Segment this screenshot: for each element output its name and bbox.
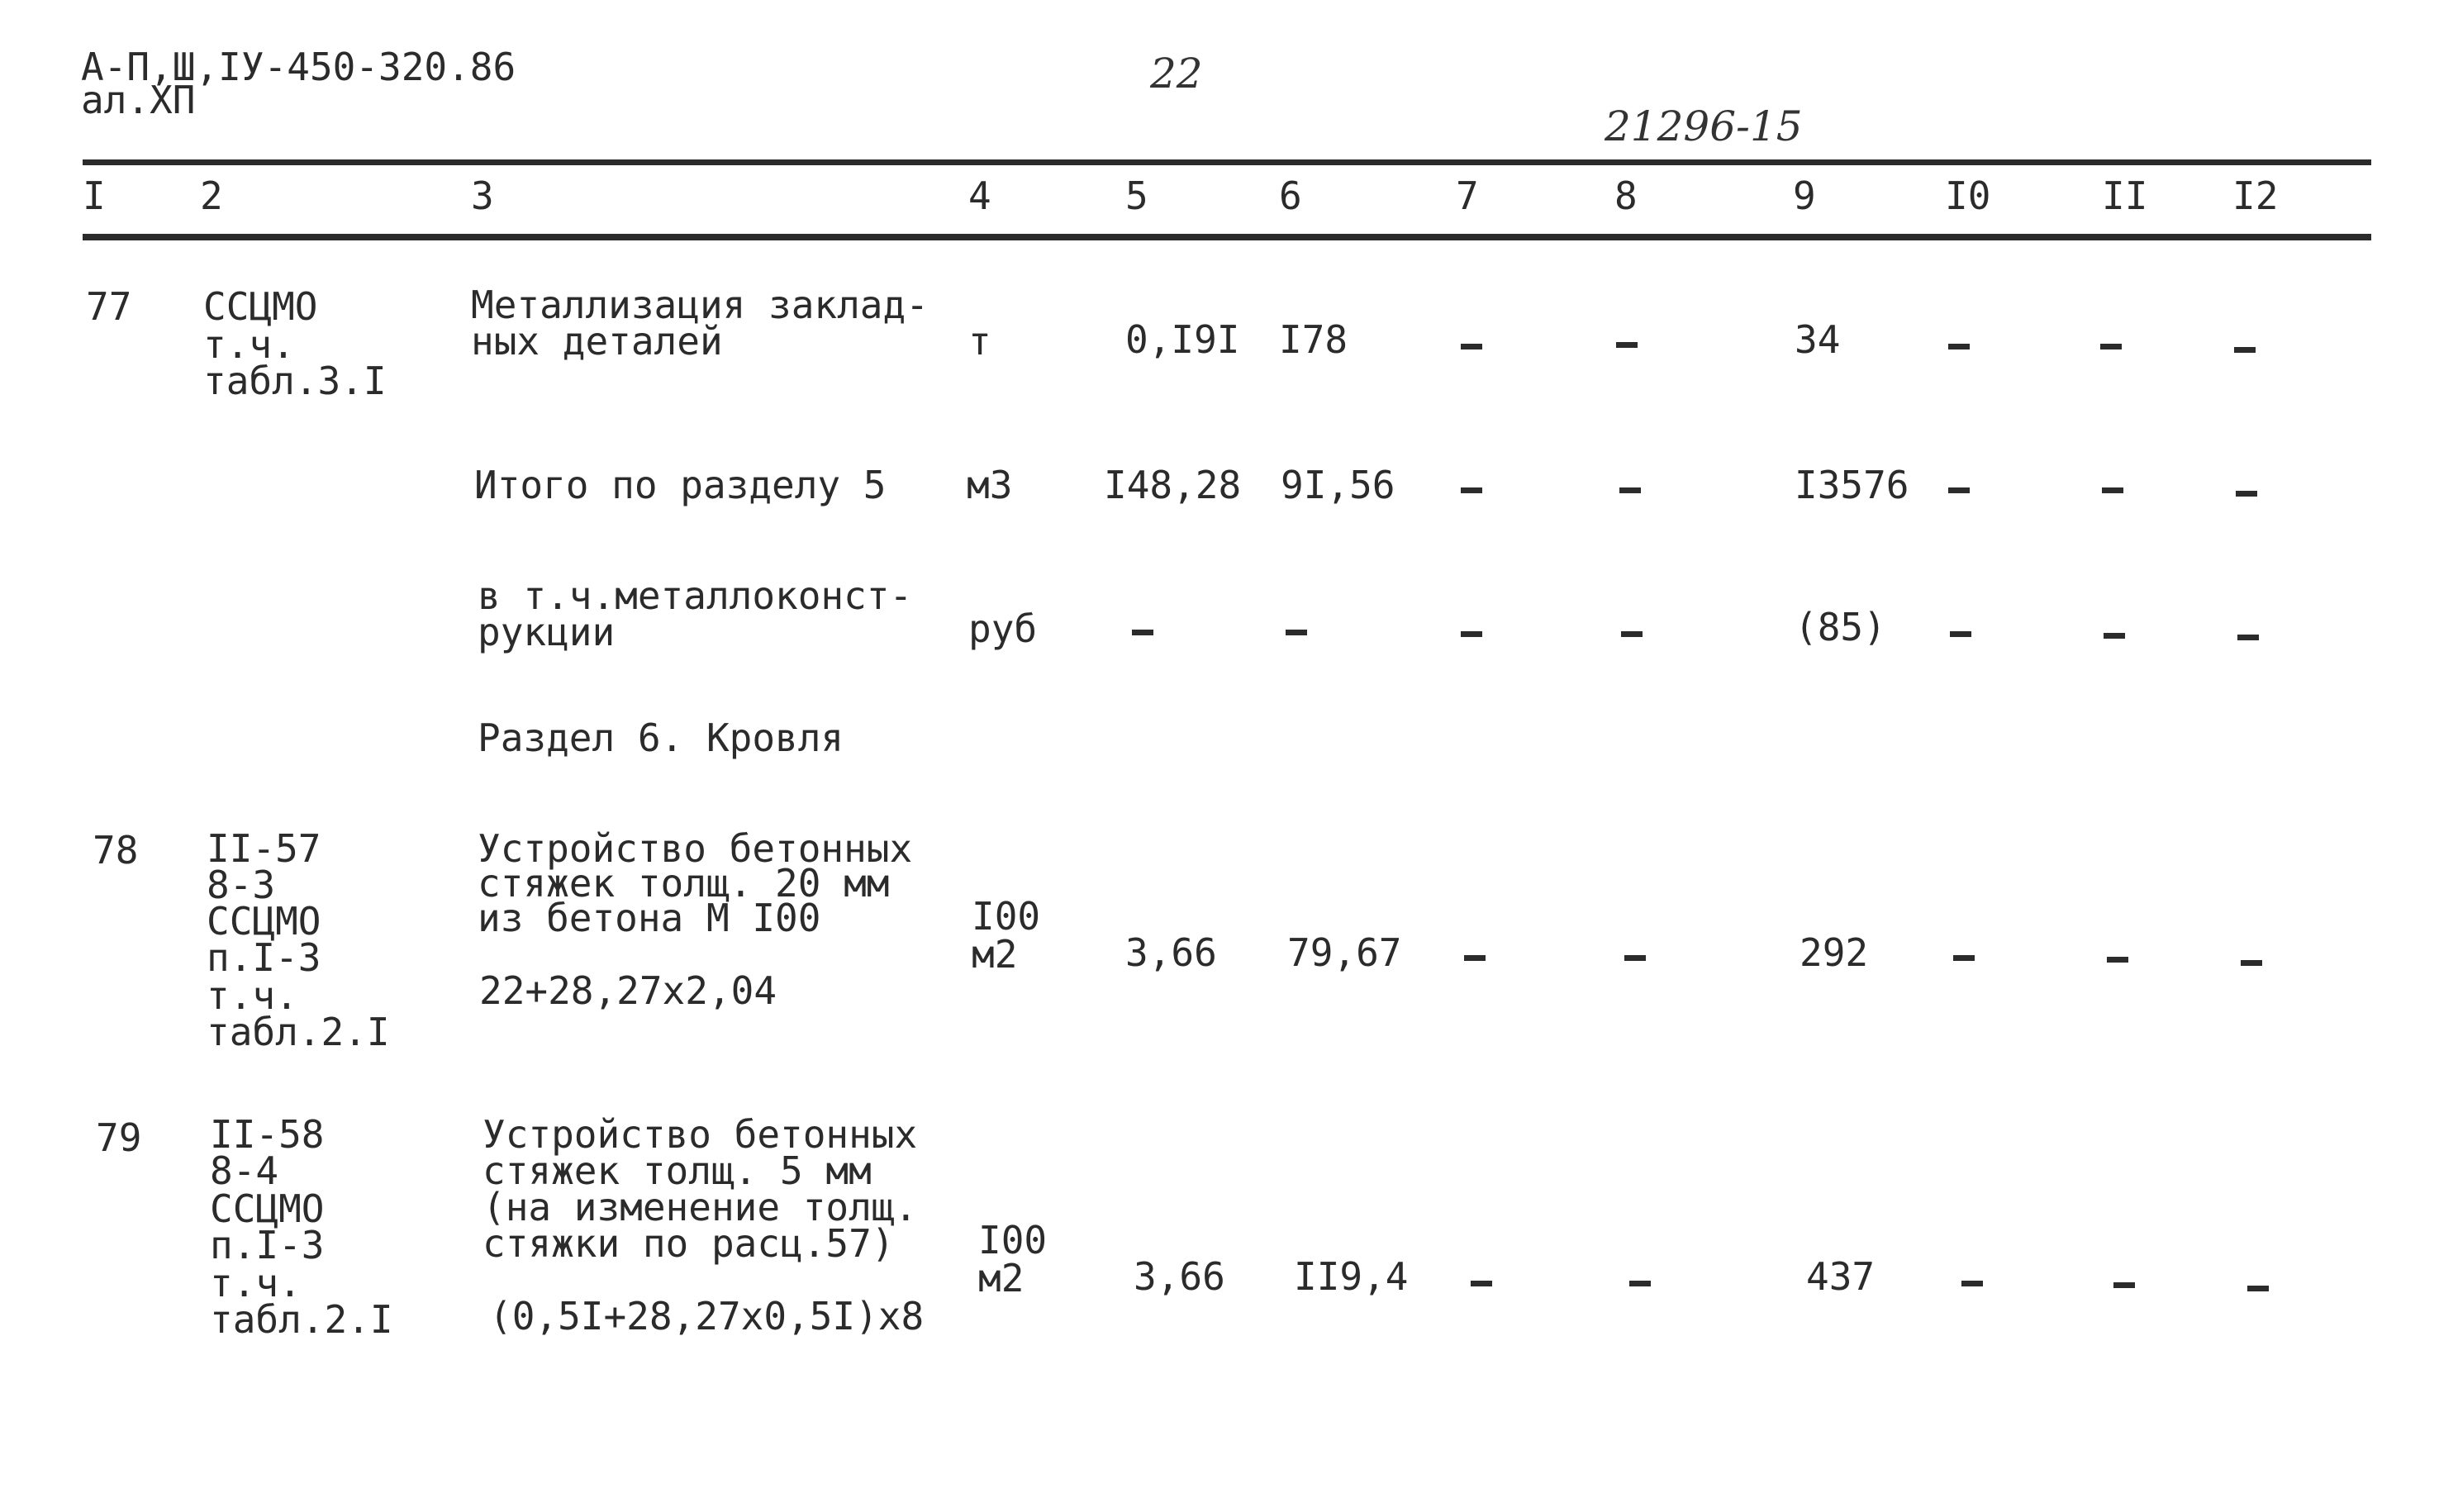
row-description: Металлизация заклад-: [471, 283, 929, 327]
dash-col8: [1616, 342, 1638, 348]
column-header-3: 3: [471, 174, 494, 218]
value-col6: I78: [1279, 317, 1348, 362]
row-reference: ССЦМО: [203, 284, 318, 329]
column-header-9: 9: [1793, 174, 1816, 218]
row-description: рукции: [478, 610, 616, 654]
unit-cell: м3: [967, 463, 1013, 507]
row-reference: табл.3.I: [203, 359, 387, 403]
value-col9: (85): [1795, 605, 1886, 649]
dash-col8: [1621, 631, 1643, 637]
row-description: Устройство бетонных: [483, 1112, 918, 1157]
dash-col6: [1286, 630, 1307, 635]
value-col5: I48,28: [1104, 463, 1242, 507]
dash-col11: [2100, 344, 2122, 349]
row-description: Устройство бетонных: [478, 826, 913, 871]
row-description: Итого по разделу 5: [474, 463, 887, 507]
dash-col10: [1950, 631, 1971, 637]
row-number: 77: [86, 284, 132, 329]
header-bottom-rule: [83, 234, 2371, 240]
unit-cell: т: [968, 319, 991, 364]
value-col6: 9I,56: [1281, 463, 1395, 507]
column-header-11: II: [2102, 174, 2148, 218]
value-col5: 0,I9I: [1125, 317, 1240, 362]
row-number: 79: [96, 1115, 142, 1160]
row-reference: т.ч.: [207, 973, 298, 1018]
dash-col7: [1461, 487, 1482, 493]
value-col6: 79,67: [1287, 930, 1402, 975]
dash-col12: [2237, 635, 2259, 640]
row-description: ных деталей: [471, 319, 723, 364]
row-reference: 8-4: [210, 1148, 279, 1193]
column-header-4: 4: [968, 174, 991, 218]
column-header-10: I0: [1945, 174, 1991, 218]
column-header-2: 2: [200, 174, 223, 218]
column-header-12: I2: [2232, 174, 2279, 218]
row-reference: II-58: [210, 1112, 325, 1157]
row-reference: 8-3: [207, 863, 276, 907]
row-reference: п.I-3: [207, 935, 321, 980]
row-description: (на изменение толщ.: [483, 1185, 918, 1229]
dash-col5: [1132, 630, 1153, 635]
column-header-5: 5: [1125, 174, 1148, 218]
value-col9: 292: [1800, 930, 1869, 975]
dash-col11: [2107, 957, 2128, 963]
value-col9: I3576: [1795, 463, 1909, 507]
row-description: в т.ч.металлоконст-: [478, 573, 913, 618]
row-calculation: 22+28,27х2,04: [479, 968, 777, 1013]
column-header-1: I: [83, 174, 106, 218]
row-calculation: (0,5I+28,27х0,5I)х8: [489, 1294, 925, 1338]
row-description: стяжки по расц.57): [483, 1221, 895, 1266]
value-col9: 34: [1795, 317, 1841, 362]
page-number: 22: [1150, 50, 1203, 97]
column-header-8: 8: [1614, 174, 1638, 218]
value-col6: II9,4: [1294, 1254, 1409, 1299]
unit-cell: руб: [968, 606, 1038, 651]
dash-col12: [2241, 960, 2262, 966]
dash-col10: [1948, 487, 1970, 493]
album-label: ал.XП: [81, 78, 196, 122]
dash-col8: [1624, 955, 1646, 961]
dash-col7: [1471, 1281, 1492, 1286]
row-description: стяжек толщ. 20 мм: [478, 861, 890, 906]
inventory-number: 21296-15: [1605, 102, 1803, 150]
unit-cell: I00 м2: [972, 894, 1041, 977]
document-code: А-П,Ш,IУ-450-320.86: [81, 45, 516, 89]
dash-col7: [1464, 955, 1486, 961]
dash-col10: [1961, 1281, 1983, 1286]
row-reference: табл.2.I: [207, 1010, 390, 1054]
dash-col11: [2104, 633, 2125, 639]
dash-col10: [1948, 344, 1970, 349]
row-number: 78: [93, 828, 139, 872]
row-description: из бетона М I00: [478, 896, 821, 940]
value-col5: 3,66: [1134, 1254, 1225, 1299]
dash-col11: [2113, 1282, 2135, 1288]
row-reference: II-57: [207, 826, 321, 871]
value-col5: 3,66: [1125, 930, 1217, 975]
row-reference: ССЦМО: [210, 1186, 325, 1231]
section-title: Раздел 6. Кровля: [478, 716, 844, 760]
header-top-rule: [83, 159, 2371, 165]
row-description: стяжек толщ. 5 мм: [483, 1148, 872, 1193]
dash-col10: [1953, 955, 1975, 961]
unit-cell: I00 м2: [978, 1218, 1048, 1300]
dash-col7: [1461, 344, 1482, 349]
row-reference: т.ч.: [203, 322, 295, 367]
dash-col8: [1619, 487, 1641, 493]
row-reference: табл.2.I: [210, 1297, 393, 1342]
dash-col7: [1461, 631, 1482, 637]
column-header-6: 6: [1279, 174, 1302, 218]
dash-col12: [2236, 491, 2257, 497]
column-header-7: 7: [1456, 174, 1479, 218]
row-reference: ССЦМО: [207, 899, 321, 944]
row-reference: т.ч.: [210, 1261, 302, 1305]
dash-col12: [2247, 1286, 2269, 1291]
value-col9: 437: [1806, 1254, 1876, 1299]
dash-col8: [1629, 1281, 1651, 1286]
dash-col11: [2102, 487, 2123, 493]
row-reference: п.I-3: [210, 1223, 325, 1267]
dash-col12: [2234, 347, 2256, 353]
